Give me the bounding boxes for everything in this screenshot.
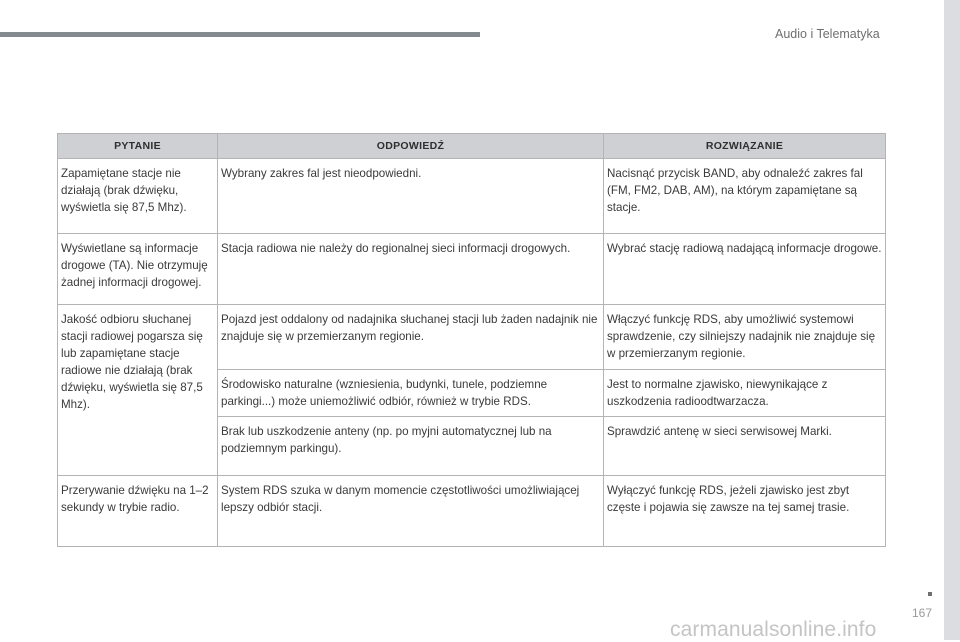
question-cell: Jakość odbioru słuchanej stacji radiowej pogarsza się lub zapamiętane stacje radiowe nie działają (brak dźwięku, wyświetla się 87,5 Mhz). — [58, 305, 218, 476]
column-header-solution: ROZWIĄZANIE — [604, 134, 886, 159]
page-dot-marker — [928, 592, 932, 596]
page-edge-strip — [944, 0, 960, 640]
table-row — [58, 159, 886, 234]
solution-cell: Włączyć funkcję RDS, aby umożliwić systemowi sprawdzenie, czy silniejszy nadajnik nie znajduje się w przemierzanym regionie. — [604, 305, 886, 370]
question-cell: Przerywanie dźwięku na 1–2 sekundy w trybie radio. — [58, 476, 218, 547]
page-number: 167 — [912, 606, 933, 620]
section-title: Audio i Telematyka — [775, 27, 880, 41]
answer-cell: Środowisko naturalne (wzniesienia, budynki, tunele, podziemne parkingi...) może uniemożliwić odbiór, również w trybie RDS. — [218, 370, 604, 417]
answer-cell: Brak lub uszkodzenie anteny (np. po myjni automatycznej lub na podziemnym parkingu). — [218, 417, 604, 476]
table-row — [58, 234, 886, 305]
header-bar — [0, 32, 480, 37]
faq-table — [57, 133, 886, 547]
table-row — [58, 476, 886, 547]
answer-cell: Pojazd jest oddalony od nadajnika słuchanej stacji lub żaden nadajnik nie znajduje się w przemierzanym regionie. — [218, 305, 604, 370]
column-header-answer: ODPOWIEDŹ — [218, 134, 604, 159]
solution-cell: Wybrać stację radiową nadającą informacje drogowe. — [604, 234, 886, 305]
table-row — [58, 305, 886, 370]
solution-cell: Jest to normalne zjawisko, niewynikające z uszkodzenia radioodtwarzacza. — [604, 370, 886, 417]
table-header-row — [58, 134, 886, 159]
question-cell: Wyświetlane są informacje drogowe (TA). Nie otrzymuję żadnej informacji drogowej. — [58, 234, 218, 305]
answer-cell: System RDS szuka w danym momencie częstotliwości umożliwiającej lepszy odbiór stacji. — [218, 476, 604, 547]
column-header-question: PYTANIE — [58, 134, 218, 159]
answer-cell: Wybrany zakres fal jest nieodpowiedni. — [218, 159, 604, 234]
solution-cell: Nacisnąć przycisk BAND, aby odnaleźć zakres fal (FM, FM2, DAB, AM), na którym zapamiętane są stacje. — [604, 159, 886, 234]
answer-cell: Stacja radiowa nie należy do regionalnej sieci informacji drogowych. — [218, 234, 604, 305]
solution-cell: Sprawdzić antenę w sieci serwisowej Marki. — [604, 417, 886, 476]
watermark: carmanualsonline.info — [670, 618, 877, 641]
question-cell: Zapamiętane stacje nie działają (brak dźwięku, wyświetla się 87,5 Mhz). — [58, 159, 218, 234]
solution-cell: Wyłączyć funkcję RDS, jeżeli zjawisko jest zbyt częste i pojawia się zawsze na tej samej trasie. — [604, 476, 886, 547]
